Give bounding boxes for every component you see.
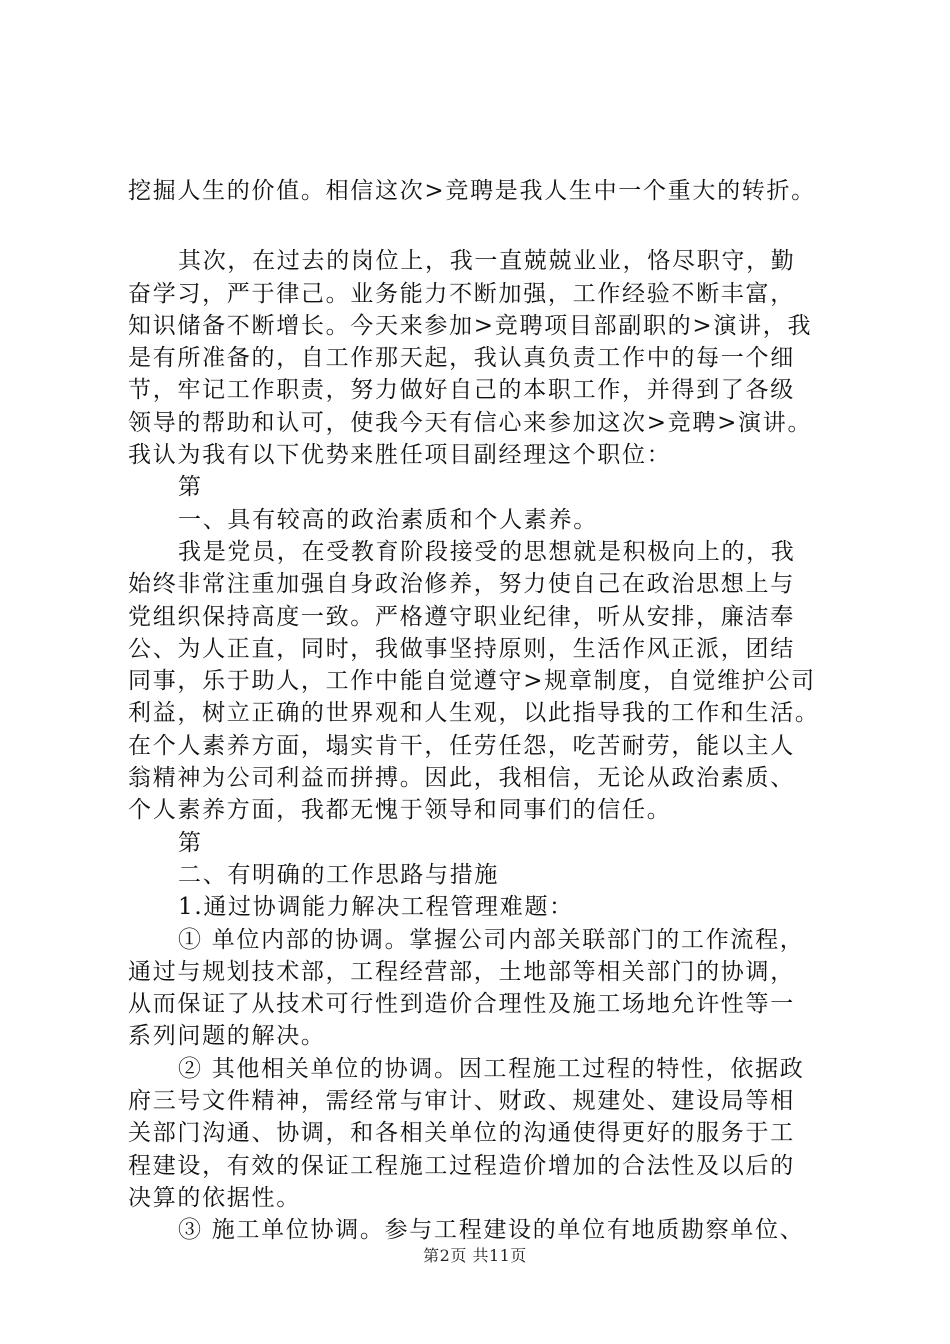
- text-line: 我认为我有以下优势来胜任项目副经理这个职位：: [128, 442, 672, 469]
- text-line: 同事，乐于助人，工作中能自觉遵守>规章制度，自觉维护公司: [128, 668, 816, 695]
- text-line: 通过与规划技术部，工程经营部，土地部等相关部门的协调，: [128, 958, 795, 985]
- text-line: 二、有明确的工作思路与措施: [178, 861, 500, 888]
- text-line: 始终非常注重加强自身政治修养，努力使自己在政治思想上与: [128, 571, 795, 598]
- text-line: 系列问题的解决。: [128, 1023, 326, 1050]
- text-line: 个人素养方面，我都无愧于领导和同事们的信任。: [128, 797, 672, 824]
- text-line: ② 其他相关单位的协调。因工程施工过程的特性，依据政: [178, 1055, 805, 1082]
- text-line: 我是党员，在受教育阶段接受的思想就是积极向上的，我: [178, 538, 796, 565]
- text-line: 领导的帮助和认可，使我今天有信心来参加这次>竞聘>演讲。: [128, 409, 813, 436]
- page-footer: 第2页 共11页: [423, 1246, 527, 1265]
- text-line: 其次，在过去的岗位上，我一直兢兢业业，恪尽职守，勤: [178, 248, 796, 275]
- document-body: [128, 175, 833, 1247]
- text-line: 府三号文件精神，需经常与审计、财政、规建处、建设局等相: [128, 1088, 795, 1115]
- text-line: ③ 施工单位协调。参与工程建设的单位有地质勘察单位、: [178, 1217, 805, 1244]
- blank-line: [128, 207, 833, 245]
- text-line: 知识储备不断增长。今天来参加>竞聘项目部副职的>演讲，我: [128, 312, 813, 339]
- text-line: 一、具有较高的政治素质和个人素养。: [178, 506, 598, 533]
- text-line: 决算的依据性。: [128, 1184, 301, 1211]
- text-line: 奋学习，严于律己。业务能力不断加强，工作经验不断丰富，: [128, 280, 795, 307]
- text-line: 1.通过协调能力解决工程管理难题：: [178, 894, 574, 921]
- text-line: 关部门沟通、协调，和各相关单位的沟通使得更好的服务于工: [128, 1120, 795, 1147]
- text-line: 从而保证了从技术可行性到造价合理性及施工场地允许性等一: [128, 991, 795, 1018]
- text-line: 公、为人正直，同时，我做事坚持原则，生活作风正派，团结: [128, 635, 795, 662]
- text-line: 翁精神为公司利益而拼搏。因此，我相信，无论从政治素质、: [128, 765, 795, 792]
- text-line: 是有所准备的，自工作那天起，我认真负责工作中的每一个细: [128, 345, 795, 372]
- text-line: 利益，树立正确的世界观和人生观，以此指导我的工作和生活。: [128, 700, 820, 727]
- text-line: 节，牢记工作职责，努力做好自己的本职工作，并得到了各级: [128, 377, 795, 404]
- text-line: 程建设，有效的保证工程施工过程造价增加的合法性及以后的: [128, 1152, 795, 1179]
- text-line: 党组织保持高度一致。严格遵守职业纪律，听从安排，廉洁奉: [128, 603, 795, 630]
- text-line: ① 单位内部的协调。掌握公司内部关联部门的工作流程，: [178, 926, 805, 953]
- text-line: 第: [178, 829, 203, 856]
- text-line: 第: [178, 474, 203, 501]
- text-line: 挖掘人生的价值。相信这次>竞聘是我人生中一个重大的转折。: [128, 178, 816, 204]
- text-line: 在个人素养方面，塌实肯干，任劳任怨，吃苦耐劳，能以主人: [128, 732, 795, 759]
